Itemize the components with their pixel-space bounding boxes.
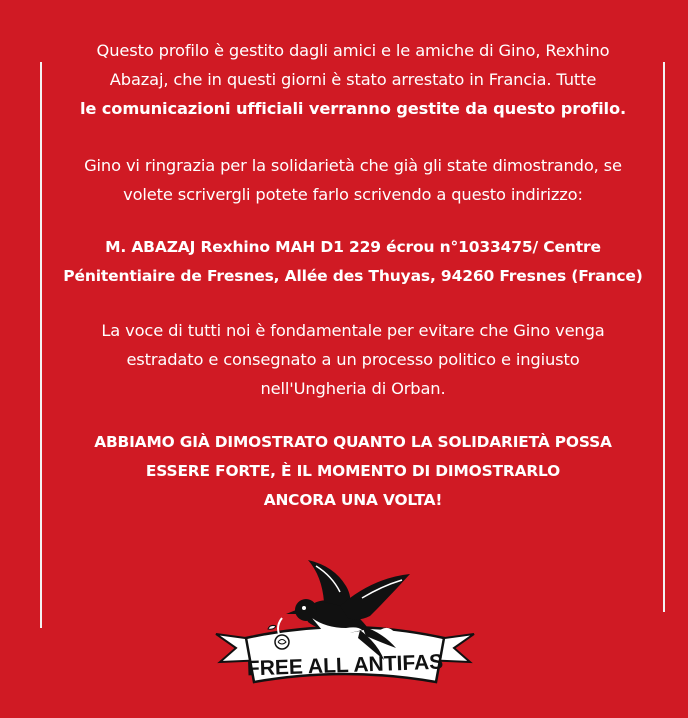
post-text-block — [48, 36, 658, 515]
left-divider-line — [40, 62, 42, 628]
intro-paragraph — [48, 36, 658, 123]
thanks-line-1: Gino vi ringrazia per la solidarietà che già gli state dimostrando, se — [84, 156, 622, 175]
closing-line-1: ABBIAMO GIÀ DIMOSTRATO QUANTO LA SOLIDARIETÀ POSSA — [94, 433, 612, 451]
address-line-1: M. ABAZAJ Rexhino MAH D1 229 écrou n°1033475/ Centre — [105, 238, 601, 256]
thanks-paragraph — [48, 151, 658, 209]
free-all-antifas-emblem — [212, 552, 478, 712]
thanks-line-2: volete scrivergli potete farlo scrivendo a questo indirizzo: — [123, 185, 583, 204]
appeal-line-2: estradato e consegnato a un processo politico e ingiusto — [126, 350, 580, 369]
appeal-paragraph — [48, 316, 658, 403]
address-paragraph — [48, 233, 658, 291]
address-line-2: Pénitentiaire de Fresnes, Allée des Thuyas, 94260 Fresnes (France) — [63, 267, 643, 285]
right-divider-line — [663, 62, 665, 612]
banner-text: FREE ALL ANTIFAS — [246, 650, 444, 681]
swallow-banner-icon — [212, 552, 478, 712]
closing-paragraph — [48, 428, 658, 515]
intro-line-1: Questo profilo è gestito dagli amici e le amiche di Gino, Rexhino — [96, 41, 610, 60]
closing-line-2: ESSERE FORTE, È IL MOMENTO DI DIMOSTRARLO — [145, 462, 561, 480]
closing-line-3: ANCORA UNA VOLTA! — [263, 491, 443, 509]
intro-line-3-bold: le comunicazioni ufficiali verranno gestite da questo profilo. — [79, 99, 627, 118]
appeal-line-3: nell'Ungheria di Orban. — [260, 379, 446, 398]
appeal-line-1: La voce di tutti noi è fondamentale per evitare che Gino venga — [101, 321, 605, 340]
intro-line-2: Abazaj, che in questi giorni è stato arrestato in Francia. Tutte — [109, 70, 597, 89]
